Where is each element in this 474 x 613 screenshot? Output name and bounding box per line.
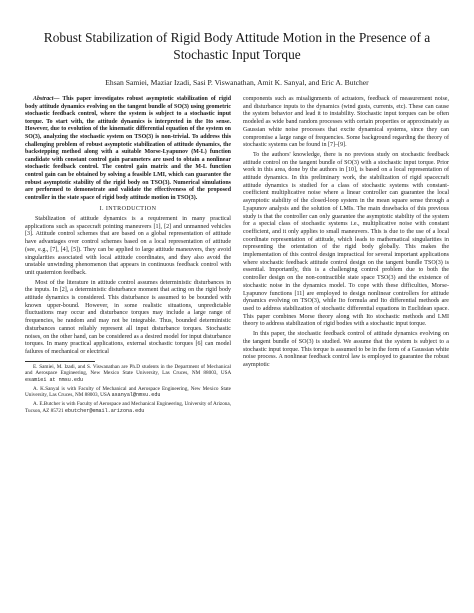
footnote-affiliation-1: E. Samiei, M. Izadi, and S. Viswanathan are Ph.D students in the Department of Mechanical and Aerospace Engineering, New Mexico State University, Las Cruces, NM 88003, USA esamiei at nmsu.edu xyxy=(25,363,231,384)
footnote-email-2: asanyal@nmsu.edu xyxy=(111,392,161,399)
section-heading-introduction: I. INTRODUCTION xyxy=(99,206,157,213)
abstract-body: — This paper investigates robust asymptotic stabilization of rigid body attitude dynamics evolving on the tangent bundle of SO(3) using geometric stochastic feedback control, where the system is subject to a stochastic input torque. To start with, the attitude dynamics is interpreted in the Ito sense. However, due to evolution of the kinematic differential equation of the system on SO(3), analyzing the stochastic system on TSO(3) is non-trivial. To address this challenging problem of robust asymptotic stabilization of attitude dynamics, the backstepping method along with a suitable Morse-Lyapunov (M-L) function candidate with constant control gain parameters are used to obtain a nonlinear stochastic feedback control. The control gain matrix and the M-L function control gain can be obtained by solving a feasible LMI, which can guarantee the robust asymptotic stability of the rigid body on TSO(3). Numerical simulations are performed to demonstrate and validate the effectiveness of the proposed controller in the state space of rigid body attitude motion in TSO(3). xyxy=(25,96,231,201)
paper-title: Robust Stabilization of Rigid Body Attitude Motion in the Presence of a Stochastic Input Torque xyxy=(43,30,431,62)
footnote-rule xyxy=(25,361,95,362)
intro-paragraph-1: Stabilization of attitude dynamics is a requirement in many practical applications such as spacecraft pointing maneuvers [1], [2] and unmanned vehicles [3]. Attitude control schemes that are based on a global representation of attitude have advantages over control schemes based on a local representation of attitude (see, e.g., [7], [4], [5]). They can be applied to large attitude maneuvers, they avoid singularities associated with local attitude coordinates, and they also avoid the unstable unwinding phenomenon that appears in continuous feedback control with unit quaternion feedback. xyxy=(25,216,231,276)
body-paragraph-1: components such as misalignments of actuators, feedback of measurement noise, and disturbance inputs to the dynamics (wind gusts, currents, etc). These can cause the system behavior and lead it to instability. Stochastic input torques can be often modeled as wide band random processes with certain properties or approximately as Gaussian white noise processes that excite dynamical systems, since they can compromise a large range of frequencies. Some background regarding the theory of stochastic systems can be found in [7]–[9]. xyxy=(243,96,449,149)
footnote-email-1: esamiei at nmsu.edu xyxy=(25,377,84,384)
author-list: Ehsan Samiei, Maziar Izadi, Sasi P. Viswanathan, Amit K. Sanyal, and Eric A. Butcher xyxy=(105,78,369,87)
abstract-label: Abstract xyxy=(33,96,54,102)
right-column xyxy=(243,96,449,372)
left-column xyxy=(25,96,231,417)
abstract-paragraph xyxy=(25,96,231,202)
footnote-email-3: ebutcher@email.arizona.edu xyxy=(64,407,145,414)
footnote-affiliation-2: A. K.Sanyal is with Faculty of Mechanical and Aerospace Engineering, New Mexico State University, Las Cruces, NM 88003, USA asanyal@nmsu.edu xyxy=(25,385,231,399)
intro-paragraph-2: Most of the literature in attitude control assumes deterministic disturbances in the inputs. In [2], a deterministic disturbance moment that acting on the rigid body attitude dynamics is considered. This disturbance is assumed to be bounded with known upper-bound. However, in some realistic situations, unpredictable fluctuations may occur and disturbance torques may include a large range of frequencies, be random and may not be integrable. Thus, bounded deterministic disturbances cannot reliably represent all input disturbance torques. Stochastic noises, on the other hand, can be considered as a desired model for input disturbance torques. In many practical applications, external stochastic torques [6] can model failures of mechanical or electrical xyxy=(25,279,231,355)
body-paragraph-2: To the authors' knowledge, there is no previous study on stochastic feedback attitude control on the tangent bundle of SO(3) with a stochastic input torque. Prior work in this area, done by the authors in [10], is based on a local representation of attitude dynamics. In this preliminary work, the stabilization of rigid spacecraft attitude dynamics is studied for a class of stochastic systems with constant-coefficient multiplicative noise where a linear controller can guarantee the local asymptotic stability of the closed-loop system in the mean square sense through a Lyapunov analysis and the solution of LMIs. The main drawbacks of this previous study is that the controller can only guarantee the asymptotic stability of the system for a special class of stochastic systems i.e., multiplicative noise with constant coefficient, and it only applies to small maneuvers. This is due to the use of a local coordinate representation of attitude, which leads to mathematical singularities in representing the orientation of the rigid body globally. This makes the implementation of this control design impractical for several important applications where stochastic feedback attitude control design on the tangent bundle TSO(3) is essential. Importantly, this is a challenging control problem due to both the controller design on the non-contractible state space TSO(3) and the existence of stochastic noise in the dynamics model. To cope with these difficulties, Morse-Lyapunov functions [11] are employed to design nonlinear controllers for attitude dynamics evolving on TSO(3), while Ito formula and Ito differential methods are used to address stabilization of stochastic differential equations in Euclidean space. This paper combines Morse theory along with Ito stochastic methods and LMI theory to address stabilization of rigid bodies with a stochastic input torque. xyxy=(243,151,449,328)
body-paragraph-3: In this paper, the stochastic feedback control of attitude dynamics evolving on the tangent bundle of SO(3) is studied. We assume that the system is subject to a stochastic input torque. This torque is assumed to be in the form of a Gaussian white noise process. A nonlinear feedback control law is employed to guarantee the robust asymptotic xyxy=(243,331,449,368)
footnote-affiliation-3: A. E.Butcher is with Faculty of Aerospace and Mechanical Engineering, University of Arizona, Tucson, AZ 85721 ebutcher@email.arizona.edu xyxy=(25,401,231,414)
